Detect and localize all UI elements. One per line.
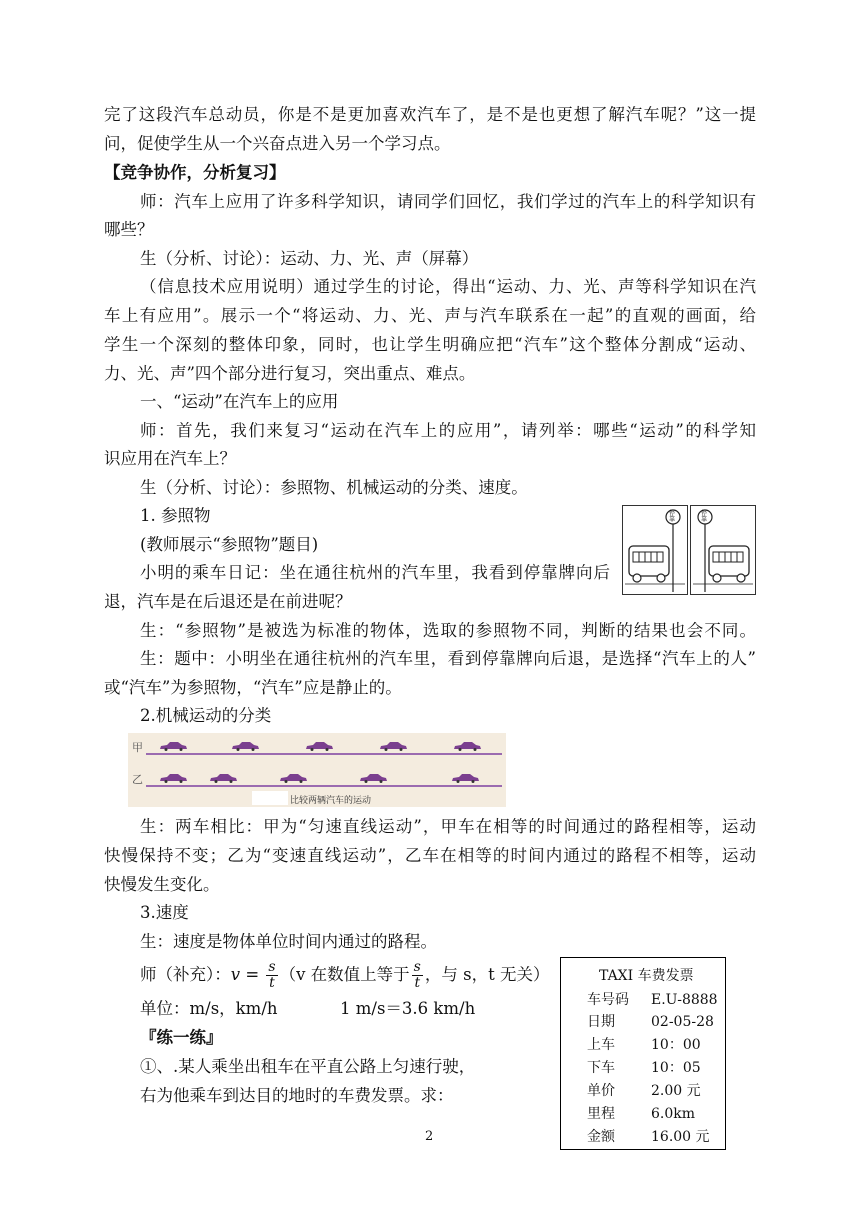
receipt-value: 10：00 [651, 1037, 701, 1053]
receipt-key: 上车 [587, 1037, 615, 1053]
receipt-key: 日期 [587, 1014, 615, 1030]
paragraph-line: 学生一个深刻的整体印象，同时，也让学生明确应把“汽车”这个整体分割成“运动、 [104, 335, 756, 354]
paragraph-line: 问，促使学生从一个兴奋点进入另一个学习点。 [104, 134, 451, 153]
car-icon [378, 741, 408, 751]
item-heading: 2.机械运动的分类 [140, 706, 272, 725]
fraction-denominator: t [269, 975, 275, 991]
paragraph-line: 生：速度是物体单位时间内通过的路程。 [140, 932, 437, 951]
receipt-value: 6.0km [651, 1106, 696, 1122]
page-number: 2 [425, 1129, 434, 1144]
section-heading: 【竞争协作，分析复习】 [104, 163, 286, 182]
receipt-title: TAXI 车费发票 [599, 968, 694, 984]
units-text: 单位：m/s，km/h [140, 999, 278, 1018]
receipt-value: 02-05-28 [651, 1014, 714, 1030]
subsection-heading: 一、“运动”在汽车上的应用 [140, 392, 339, 411]
formula-prefix: 师（补充）： [140, 965, 231, 984]
formula-variable: v [230, 965, 241, 984]
car-icon [358, 773, 388, 783]
taxi-receipt [560, 957, 726, 1150]
practice-heading: 『练一练』 [140, 1028, 223, 1047]
cars-comparison-figure [128, 733, 506, 807]
car-icon [208, 773, 238, 783]
unit-conversion: 1 m/s＝3.6 km/h [340, 999, 476, 1018]
formula-fraction [266, 960, 277, 991]
paragraph-line: 车上有应用”。展示一个“将运动、力、光、声与汽车联系在一起”的直观的画面，给 [104, 306, 756, 325]
formula-equals: = [240, 965, 265, 984]
paragraph-line: 生：两车相比：甲为“匀速直线运动”，甲车在相等的时间通过的路程相等，运动 [140, 817, 756, 836]
paragraph-line: 退，汽车是在后退还是在前进呢？ [104, 592, 352, 611]
paragraph-line: 识应用在汽车上？ [104, 449, 236, 468]
receipt-value: 2.00 元 [651, 1083, 701, 1099]
receipt-key: 下车 [587, 1060, 615, 1076]
formula-note-end: ，与 s，t 无关） [424, 965, 550, 984]
units-line [140, 998, 278, 1020]
fraction-denominator: t [414, 975, 421, 991]
paragraph-line: 或“汽车”为参照物，“汽车”应是静止的。 [104, 678, 402, 697]
receipt-value: 10：05 [651, 1060, 701, 1076]
stop-sign-text: 停靠 [669, 510, 676, 523]
formula-fraction [412, 960, 423, 991]
receipt-key: 里程 [587, 1106, 615, 1122]
paragraph-line: 完了这段汽车总动员，你是不是更加喜欢汽车了，是不是也更想了解汽车呢？”这一提 [104, 105, 756, 124]
car-icon [158, 741, 188, 751]
receipt-key: 金额 [587, 1129, 615, 1145]
question-line: 右为他乘车到达目的地时的车费发票。求： [140, 1086, 454, 1105]
paragraph-line: 生：“参照物”是被选为标准的物体，选取的参照物不同，判断的结果也会不同。 [140, 621, 756, 640]
bus-panel-right [690, 505, 756, 595]
bus-stop-figure [622, 505, 756, 595]
formula-note: （v 在数值上等于 [279, 965, 410, 984]
item-heading: 3.速度 [140, 903, 189, 922]
paragraph-line: 生（分析、讨论）：参照物、机械运动的分类、速度。 [140, 478, 528, 497]
bus-panel-left [622, 505, 688, 595]
lane-label-a: 甲 [132, 741, 143, 754]
figure-caption: 比较两辆汽车的运动 [290, 796, 372, 806]
paragraph-line: (教师展示“参照物”题目) [140, 535, 319, 554]
stop-sign-text: 停靠 [701, 510, 708, 523]
car-icon [230, 741, 260, 751]
receipt-key: 单价 [587, 1083, 615, 1099]
car-icon [158, 773, 188, 783]
fraction-numerator: s [413, 959, 421, 975]
car-icon [450, 773, 480, 783]
receipt-value: 16.00 元 [651, 1129, 710, 1145]
paragraph-line: 生（分析、讨论）：运动、力、光、声（屏幕） [140, 249, 479, 268]
paragraph-line: 力、光、声”四个部分进行复习，突出重点、难点。 [104, 364, 476, 383]
paragraph-line: 小明的乘车日记：坐在通往杭州的汽车里，我看到停靠牌向后 [140, 563, 610, 582]
paragraph-line: 哪些？ [104, 220, 154, 239]
receipt-value: E.U-8888 [651, 992, 718, 1008]
lane-label-b: 乙 [132, 773, 143, 786]
question-line: ①、.某人乘坐出租车在平直公路上匀速行驶， [140, 1057, 476, 1076]
car-icon [278, 773, 308, 783]
paragraph-line: （信息技术应用说明）通过学生的讨论，得出“运动、力、光、声等科学知识在汽 [140, 277, 756, 296]
paragraph-line: 师：首先，我们来复习“运动在汽车上的应用”，请列举：哪些“运动”的科学知 [140, 421, 756, 440]
paragraph-line: 快慢保持不变；乙为“变速直线运动”，乙车在相等的时间内通过的路程不相等，运动 [104, 846, 756, 865]
paragraph-line: 师：汽车上应用了许多科学知识，请同学们回忆，我们学过的汽车上的科学知识有 [140, 192, 756, 211]
item-heading: 1. 参照物 [140, 506, 211, 525]
formula-line [140, 958, 549, 992]
car-icon [452, 741, 482, 751]
track-line-a [146, 753, 502, 755]
fraction-numerator: s [268, 959, 276, 975]
bus-icon [623, 506, 687, 594]
caption-blank [252, 791, 288, 805]
paragraph-line: 快慢发生变化。 [104, 875, 220, 894]
receipt-key: 车号码 [587, 992, 629, 1008]
paragraph-line: 生：题中：小明坐在通往杭州的汽车里，看到停靠牌向后退，是选择“汽车上的人” [140, 649, 756, 668]
track-line-b [146, 785, 502, 787]
car-icon [304, 741, 334, 751]
